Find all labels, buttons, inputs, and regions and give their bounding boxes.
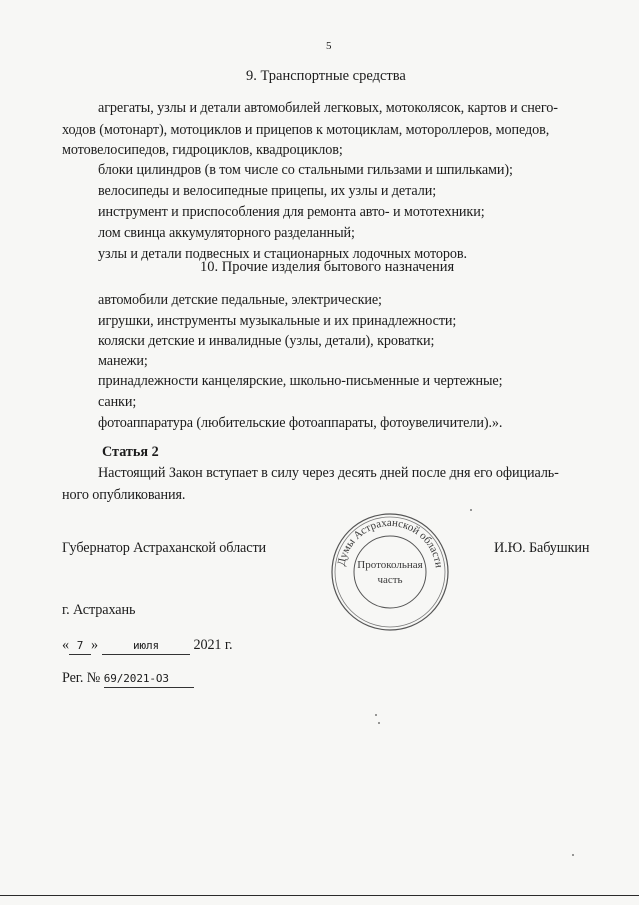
date-open-quote: « (62, 637, 69, 653)
section-10-line: коляски детские и инвалидные (узлы, детали), кроватки; (98, 333, 435, 349)
date-day: 7 (76, 639, 84, 652)
section-9-line: инструмент и приспособления для ремонта авто- и мототехники; (98, 204, 485, 220)
official-stamp (329, 511, 451, 633)
section-9-line: ходов (мотонарт), мотоциклов и прицепов к мотоциклам, мотороллеров, мопедов, (62, 122, 550, 138)
section-10-line: автомобили детские педальные, электрические; (98, 292, 382, 308)
section-10-line: игрушки, инструменты музыкальные и их принадлежности; (98, 313, 457, 329)
article-2-title: Статья 2 (102, 444, 159, 460)
section-9-line: узлы и детали подвесных и стационарных лодочных моторов. (98, 246, 467, 262)
page-number: 5 (326, 40, 332, 52)
registration-line (62, 670, 194, 688)
date-line (62, 637, 232, 655)
date-year: 2021 г. (193, 637, 233, 653)
section-10-line: фотоаппаратура (любительские фотоаппараты, фотоувеличители).». (98, 415, 503, 431)
section-9-line: блоки цилиндров (в том числе со стальными гильзами и шпильками); (98, 162, 513, 178)
date-close-quote: » (91, 637, 98, 653)
section-9-line: лом свинца аккумуляторного разделанный; (98, 225, 355, 241)
article-2-line: Настоящий Закон вступает в силу через десять дней после дня его официаль- (98, 465, 559, 481)
scan-speck (375, 714, 377, 716)
place-of-signing: г. Астрахань (62, 602, 136, 618)
section-9-line: мотовелосипедов, гидроциклов, квадроциклов; (62, 142, 343, 158)
stamp-center-line2: часть (377, 574, 403, 586)
article-2-line: ного опубликования. (62, 487, 186, 503)
section-10-line: манежи; (98, 353, 148, 369)
stamp-ring-text: Думы Астраханской области (335, 516, 445, 569)
section-10-line: принадлежности канцелярские, школьно-письменные и чертежные; (98, 373, 503, 389)
stamp-center-line1: Протокольная (357, 559, 423, 571)
scan-speck (378, 722, 380, 724)
scan-speck (572, 854, 574, 856)
bottom-edge-rule (0, 895, 639, 896)
registration-label: Рег. № (62, 670, 101, 686)
section-10-line: санки; (98, 394, 137, 410)
section-9-line: агрегаты, узлы и детали автомобилей легковых, мотоколясок, картов и снего- (98, 100, 558, 116)
section-9-title: 9. Транспортные средства (246, 68, 406, 84)
scan-speck (470, 509, 472, 511)
section-9-line: велосипеды и велосипедные прицепы, их узлы и детали; (98, 183, 437, 199)
section-10-title: 10. Прочие изделия бытового назначения (200, 259, 455, 275)
governor-title: Губернатор Астраханской области (62, 540, 267, 556)
registration-number: 69/2021-ОЗ (103, 672, 169, 685)
date-month: июля (132, 639, 160, 652)
governor-name: И.Ю. Бабушкин (494, 540, 590, 556)
